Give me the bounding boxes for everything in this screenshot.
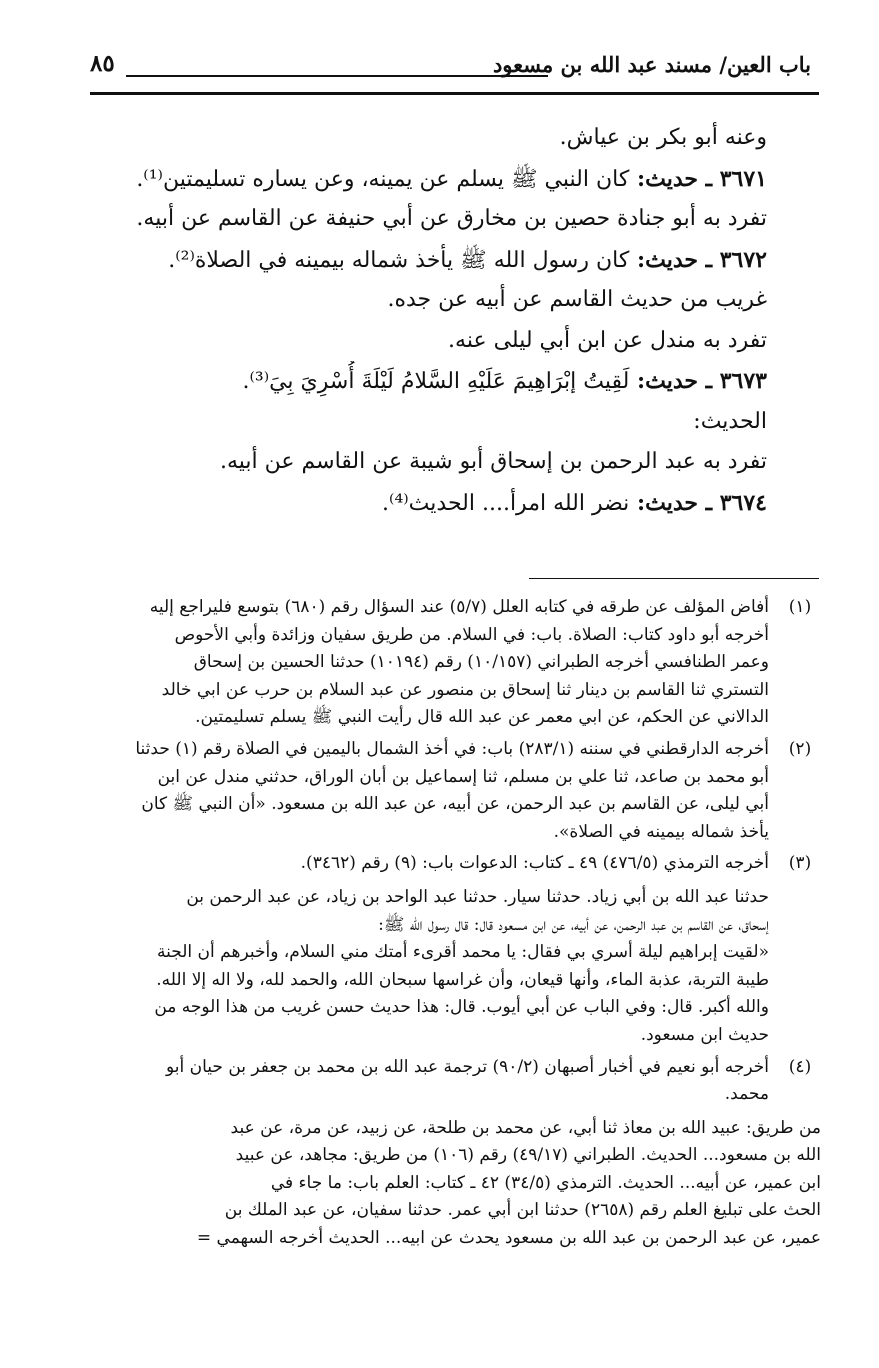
- text-line: [97, 240, 767, 281]
- hadith-keyword: ـ حديث:: [629, 246, 720, 273]
- line-text: الحديث:: [693, 408, 767, 434]
- footnote-number: (٢): [788, 738, 812, 759]
- hadith-keyword: ـ حديث:: [629, 368, 720, 394]
- footnote: [59, 1054, 821, 1109]
- footnote-line: محمد.: [724, 1084, 769, 1105]
- footnote-line: أفاض المؤلف عن طرقه في كتابه العلل (٥/٧) عند السؤال رقم (٦٨٠) بتوسع فليراجع إليه: [149, 597, 769, 617]
- footnote-paragraph: [59, 884, 769, 1050]
- footnote-separator: [529, 578, 819, 579]
- footnote-line: أبو محمد بن صاعد، ثنا علي بن مسلم، ثنا إسماعيل بن أبان الوراق، حدثني مندل عن ابن: [157, 766, 769, 787]
- footnote-paragraph: [59, 850, 769, 878]
- footnote-line: أبي ليلى، عن القاسم بن عبد الرحمن، عن أبيه، عن عبد الله بن مسعود. «أن النبي ﷺ كان: [141, 794, 769, 815]
- line-text: تفرد به أبو جنادة حصين بن مخارق عن أبي حنيفة عن القاسم عن أبيه.: [136, 206, 767, 231]
- footnote-line: الله بن مسعود... الحديث. الطبراني (٤٩/١٧) رقم (١٠٦) من طريق: مجاهد، عن عبيد: [235, 1145, 821, 1166]
- line-text: كان النبي ﷺ يسلم عن يمينه، وعن يساره تسليمتين⁽¹⁾.: [136, 166, 630, 192]
- footnote-line: «لقيت إبراهيم ليلة أسري بي فقال: يا محمد أقرىء أمتك مني السلام، وأخبرهم أن الجنة: [157, 942, 769, 963]
- line-text: كان رسول الله ﷺ يأخذ شماله بيمينه في الصلاة⁽²⁾.: [168, 247, 630, 273]
- footnote-line: الحث على تبليغ العلم رقم (٢٦٥٨) حدثنا ابن أبي عمر. حدثنا سفيان، عن عبد الملك بن: [224, 1200, 821, 1221]
- line-text: لَقِيتُ إبْرَاهِيمَ عَلَيْهِ السَّلامُ لَيْلَةَ أُسْرِيَ بِيَ⁽³⁾.: [242, 369, 630, 394]
- text-line: [97, 442, 767, 483]
- footnote-line: ابن عمير، عن أبيه... الحديث. الترمذي (٣٤/٥) ٤٢ ـ كتاب: العلم باب: ما جاء في: [270, 1172, 821, 1193]
- line-text: تفرد به عبد الرحمن بن إسحاق أبو شيبة عن القاسم عن أبيه.: [220, 449, 767, 474]
- line-text: نضر الله امرأ.... الحديث⁽⁴⁾.: [382, 490, 630, 516]
- footnote-line: إسحاق، عن القاسم بن عبد الرحمن، عن أبيه، عن ابن مسعود قال: قال رسول الله ﷺ:: [378, 914, 769, 935]
- footnote-paragraph: [59, 594, 769, 732]
- footnote-paragraph: [59, 736, 769, 846]
- footnotes: [59, 594, 821, 1253]
- line-text: غريب من حديث القاسم عن أبيه عن جده.: [387, 287, 767, 312]
- line-text: تفرد به مندل عن ابن أبي ليلى عنه.: [448, 327, 767, 353]
- footnote-line: حدثنا عبد الله بن أبي زياد. حدثنا سيار. حدثنا عبد الواحد بن زياد، عن عبد الرحمن بن: [186, 886, 769, 907]
- hadith-number: ٣٦٧٣: [719, 368, 767, 394]
- footnote-line: الدالاني عن الحكم، عن ابي معمر عن عبد الله قال رأيت النبي ﷺ يسلم تسليمتين.: [195, 707, 769, 728]
- footnote-line: أخرجه الترمذي (٤٧٦/٥) ٤٩ ـ كتاب: الدعوات باب: (٩) رقم (٣٤٦٢).: [300, 853, 769, 874]
- footnote-line: من طريق: عبيد الله بن معاذ ثنا أبي، عن محمد بن طلحة، عن زبيد، عن مرة، عن عبد: [230, 1117, 821, 1138]
- page-number: ٨٥: [90, 50, 115, 77]
- footnote-line: أخرجه أبو نعيم في أخبار أصبهان (٩٠/٢) ترجمة عبد الله بن محمد بن جعفر بن حيان أبو: [165, 1056, 769, 1077]
- header-divider: [90, 92, 819, 95]
- hadith-number: ٣٦٧٢: [719, 246, 767, 273]
- footnote: [59, 594, 821, 732]
- footnote-line: التستري ثنا القاسم بن دينار ثنا إسحاق بن منصور عن عبد السلام بن حرب عن ابي خالد: [161, 679, 769, 700]
- hadith-number: ٣٦٧٤: [719, 489, 767, 516]
- text-line: [97, 280, 767, 321]
- running-header-title: باب العين/ مسند عبد الله بن مسعود: [492, 52, 811, 77]
- hadith-number: ٣٦٧١: [719, 165, 767, 192]
- text-line: [97, 321, 767, 362]
- header-title-rule: [126, 75, 548, 77]
- footnote-number: (٣): [788, 853, 812, 874]
- footnote-line: أخرجه أبو داود كتاب: الصلاة. باب: في السلام. من طريق سفيان وزائدة وأبي الأحوص: [174, 624, 769, 645]
- footnote: [59, 736, 821, 846]
- line-text: وعنه أبو بكر بن عياش.: [559, 125, 767, 150]
- footnote-line: يأخذ شماله بيمينه في الصلاة».: [553, 821, 769, 842]
- footnote-line: طيبة التربة، عذبة الماء، وأنها قيعان، وأن غراسها سبحان الله، والحمد لله، ولا اله إلا الله.: [156, 969, 769, 990]
- footnote-line: حديث ابن مسعود.: [640, 1024, 769, 1045]
- footnote-line: وعمر الطنافسي أخرجه الطبراني (١٠/١٥٧) رقم (١٠١٩٤) حدثنا الحسين بن إسحاق: [193, 652, 769, 673]
- text-line: [97, 118, 767, 159]
- text-line: [97, 199, 767, 240]
- text-line: [97, 159, 767, 200]
- footnote-line: أخرجه الدارقطني في سننه (٢٨٣/١) باب: في أخذ الشمال باليمين في الصلاة رقم (١) حدثنا: [135, 738, 769, 759]
- text-line: [97, 361, 767, 402]
- text-line: [97, 402, 767, 443]
- footnote-paragraph: [59, 1054, 769, 1109]
- footnote: [59, 850, 821, 1049]
- footnote-line: عمير، عن عبد الرحمن بن عبد الله بن مسعود يحدث عن ابيه... الحديث أخرجه السهمي =: [196, 1228, 821, 1249]
- main-text: [97, 118, 767, 523]
- footnote-number: (٤): [788, 1056, 812, 1077]
- hadith-keyword: ـ حديث:: [629, 165, 720, 192]
- text-line: [97, 483, 767, 524]
- footnote-line: والله أكبر. قال: وفي الباب عن أبي أيوب. قال: هذا حديث حسن غريب من هذا الوجه من: [154, 997, 769, 1018]
- footnote-continuation: [59, 1115, 821, 1253]
- footnote-number: (١): [788, 597, 812, 617]
- hadith-keyword: ـ حديث:: [629, 489, 720, 516]
